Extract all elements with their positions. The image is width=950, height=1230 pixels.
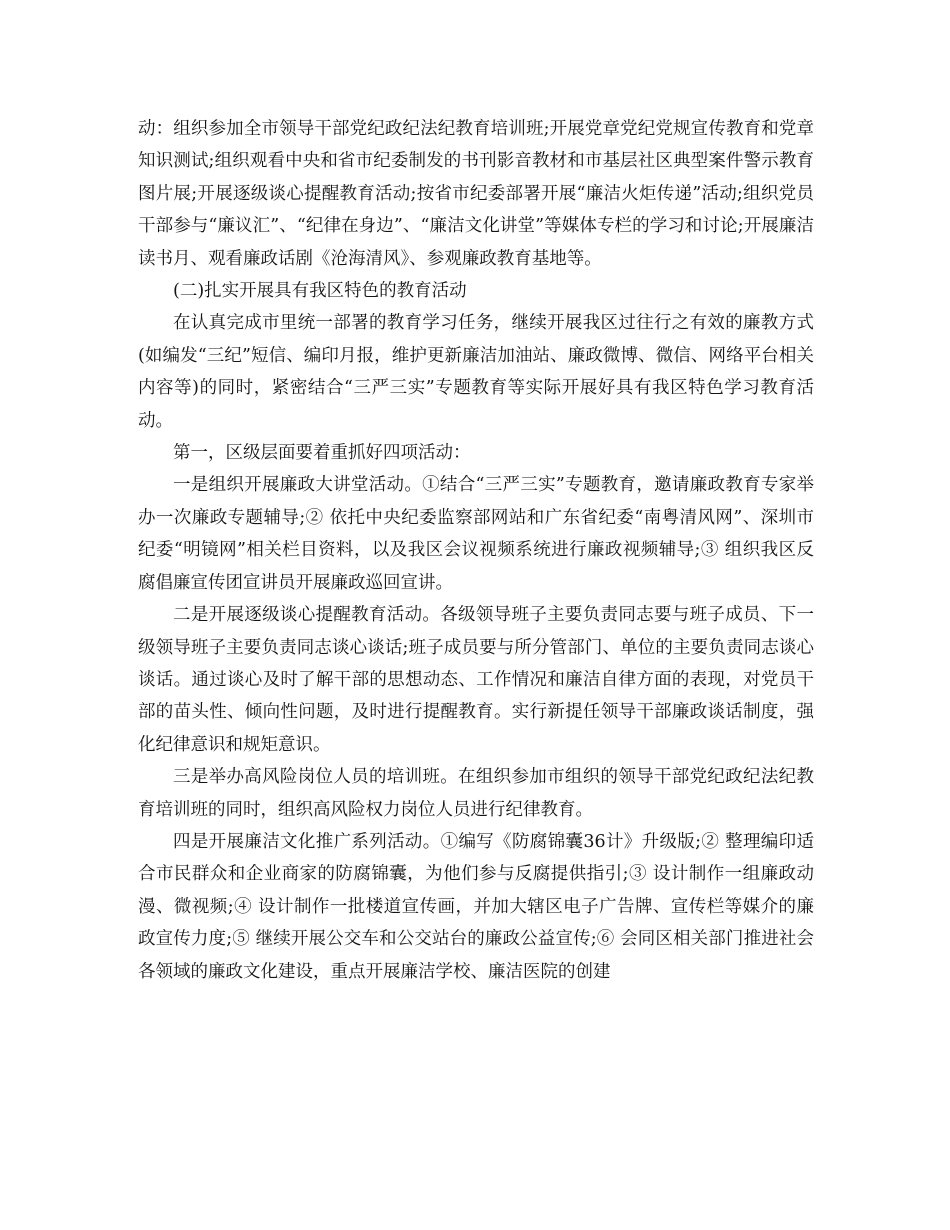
document-body (138, 113, 814, 988)
paragraph-continuation: 动：组织参加全市领导干部党纪政纪法纪教育培训班;开展党章党纪党规宣传教育和党章知识测试;组织观看中央和省市纪委制发的书刊影音教材和市基层社区典型案件警示教育图片展;开展逐级谈心提醒教育活动;按省市纪委部署开展“廉洁火炬传递”活动;组织党员干部参与“廉议汇”、“纪律在身边”、“廉洁文化讲堂”等媒体专栏的学习和讨论;开展廉洁读书月、观看廉政话剧《沧海清风》、参观廉政教育基地等。 (138, 119, 814, 269)
paragraph: 一是组织开展廉政大讲堂活动。①结合“三严三实”专题教育，邀请廉政教育专家举办一次廉政专题辅导;② 依托中央纪委监察部网站和广东省纪委“南粤清风网”、深圳市纪委“明镜网”相关栏目资料，以及我区会议视频系统进行廉政视频辅导;③ 组织我区反腐倡廉宣传团宣讲员开展廉政巡回宣讲。 (138, 475, 814, 593)
paragraph: 在认真完成市里统一部署的教育学习任务，继续开展我区过往行之有效的廉教方式(如编发“三纪”短信、编印月报，维护更新廉洁加油站、廉政微博、微信、网络平台相关内容等)的同时，紧密结合“三严三实”专题教育等实际开展好具有我区特色学习教育活动。 (138, 313, 814, 431)
paragraph: 第一，区级层面要着重抓好四项活动： (173, 443, 471, 464)
section-heading: (二)扎实开展具有我区特色的教育活动 (173, 281, 467, 302)
paragraph: 四是开展廉洁文化推广系列活动。①编写《防腐锦囊36计》升级版;② 整理编印适合市民群众和企业商家的防腐锦囊，为他们参与反腐提供指引;③ 设计制作一组廉政动漫、微视频;④ 设计制作一批楼道宣传画，并加大辖区电子广告牌、宣传栏等媒介的廉政宣传力度;⑤ 继续开展公交车和公交站台的廉政公益宣传;⑥ 会同区相关部门推进社会各领域的廉政文化建设，重点开展廉洁学校、廉洁医院的创建 (138, 831, 814, 982)
paragraph: 二是开展逐级谈心提醒教育活动。各级领导班子主要负责同志要与班子成员、下一级领导班子主要负责同志谈心谈话;班子成员要与所分管部门、单位的主要负责同志谈心谈话。通过谈心及时了解干部的思想动态、工作情况和廉洁自律方面的表现，对党员干部的苗头性、倾向性问题，及时进行提醒教育。实行新提任领导干部廉政谈话制度，强化纪律意识和规矩意识。 (138, 605, 814, 755)
paragraph: 三是举办高风险岗位人员的培训班。在组织参加市组织的领导干部党纪政纪法纪教育培训班的同时，组织高风险权力岗位人员进行纪律教育。 (138, 767, 814, 820)
